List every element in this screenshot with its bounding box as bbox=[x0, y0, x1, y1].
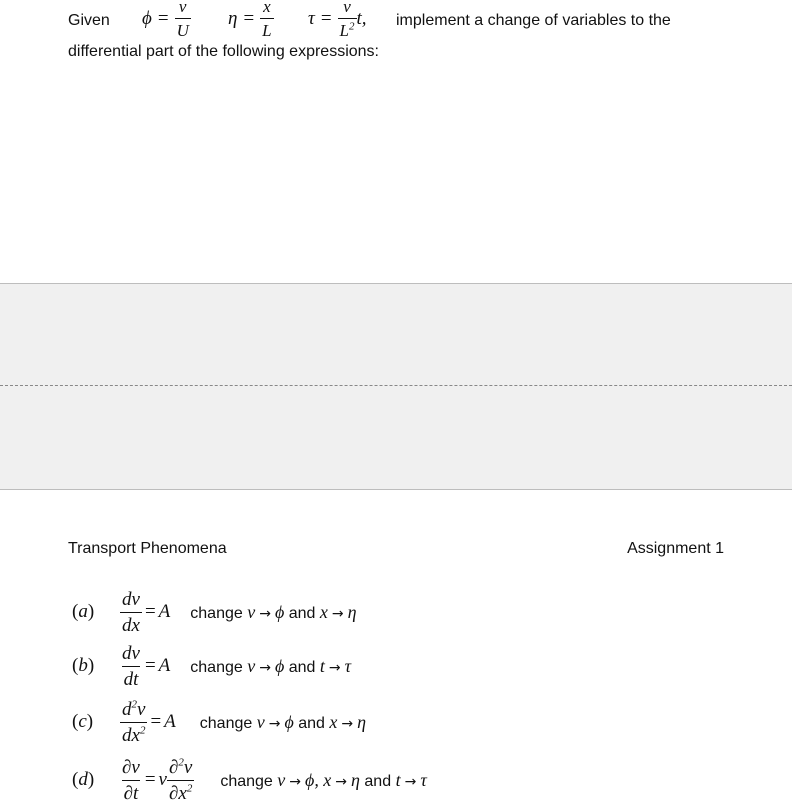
tau-den-base: L bbox=[339, 21, 349, 40]
tau-symbol: τ bbox=[308, 7, 315, 29]
problem-label: (c) bbox=[72, 711, 94, 732]
problem-b bbox=[72, 641, 772, 691]
numerator-2: ∂$^2$v bbox=[168, 756, 193, 778]
rhs: A bbox=[164, 711, 176, 732]
equation: $\frac{\partial v}{\partial t}$ = ν $\frac{\partial^2v}{\partial x^2}$ bbox=[122, 756, 193, 804]
tau-den-exponent: 2 bbox=[349, 20, 355, 33]
phi-numerator: v bbox=[178, 0, 187, 16]
tau-numerator: ν bbox=[343, 0, 351, 16]
eta-definition bbox=[228, 0, 274, 39]
tau-definition bbox=[308, 0, 367, 39]
given-word: Given bbox=[68, 12, 110, 29]
equation: $\frac{dv}{dx}$ = A bbox=[122, 588, 171, 636]
denominator: $dx^2$ bbox=[120, 722, 147, 745]
equation: $\frac{d^2v}{dx^2}$ = A bbox=[122, 698, 176, 746]
numerator: ∂v bbox=[122, 756, 140, 778]
tau-denominator bbox=[338, 18, 357, 39]
eta-denominator: L bbox=[260, 18, 273, 39]
equals-sign: = bbox=[243, 7, 255, 29]
denominator: dx bbox=[120, 612, 142, 635]
eta-symbol: η bbox=[228, 7, 238, 29]
intro-tail: implement a change of variables to the bbox=[396, 12, 671, 29]
phi-fraction bbox=[175, 0, 191, 39]
rhs: A bbox=[158, 655, 171, 676]
coefficient: ν bbox=[158, 769, 167, 790]
problem-label: (a) bbox=[72, 601, 95, 622]
equals-sign: = bbox=[320, 7, 332, 29]
tau-suffix: t, bbox=[356, 7, 367, 29]
problem-label: (d) bbox=[72, 769, 95, 790]
eta-numerator: x bbox=[263, 0, 271, 16]
equals-sign: = bbox=[157, 7, 169, 29]
tau-fraction bbox=[338, 0, 357, 39]
change-instruction: change v → ϕ and x → η bbox=[199, 711, 367, 732]
equation: $\frac{dv}{dt}$ = A bbox=[122, 642, 171, 690]
numerator: $d^2v$ bbox=[122, 698, 146, 720]
phi-symbol: ϕ bbox=[142, 7, 152, 29]
change-instruction: change v → ϕ, x → η and t → τ bbox=[220, 769, 427, 790]
problem-d bbox=[72, 755, 772, 805]
problem-a bbox=[72, 587, 772, 637]
problem-label: (b) bbox=[72, 655, 95, 676]
course-title: Transport Phenomena bbox=[68, 540, 227, 557]
page-break-line bbox=[0, 385, 792, 386]
change-instruction: change v → ϕ and t → τ bbox=[190, 655, 352, 676]
phi-definition bbox=[142, 0, 191, 39]
phi-denominator: U bbox=[175, 18, 191, 39]
numerator: dv bbox=[122, 588, 140, 610]
change-instruction: change v → ϕ and x → η bbox=[190, 601, 357, 622]
intro-line-2: differential part of the following expressions: bbox=[68, 43, 379, 60]
eta-fraction bbox=[260, 0, 273, 39]
rhs: A bbox=[158, 601, 171, 622]
problem-c bbox=[72, 697, 772, 747]
numerator: dv bbox=[122, 642, 140, 664]
denominator: ∂t bbox=[122, 780, 141, 803]
page-gap bbox=[0, 283, 792, 490]
assignment-title: Assignment 1 bbox=[627, 540, 724, 557]
intro-line-1 bbox=[68, 0, 728, 40]
denominator-2: $\partial x^2$ bbox=[167, 780, 194, 803]
denominator: dt bbox=[122, 666, 141, 689]
